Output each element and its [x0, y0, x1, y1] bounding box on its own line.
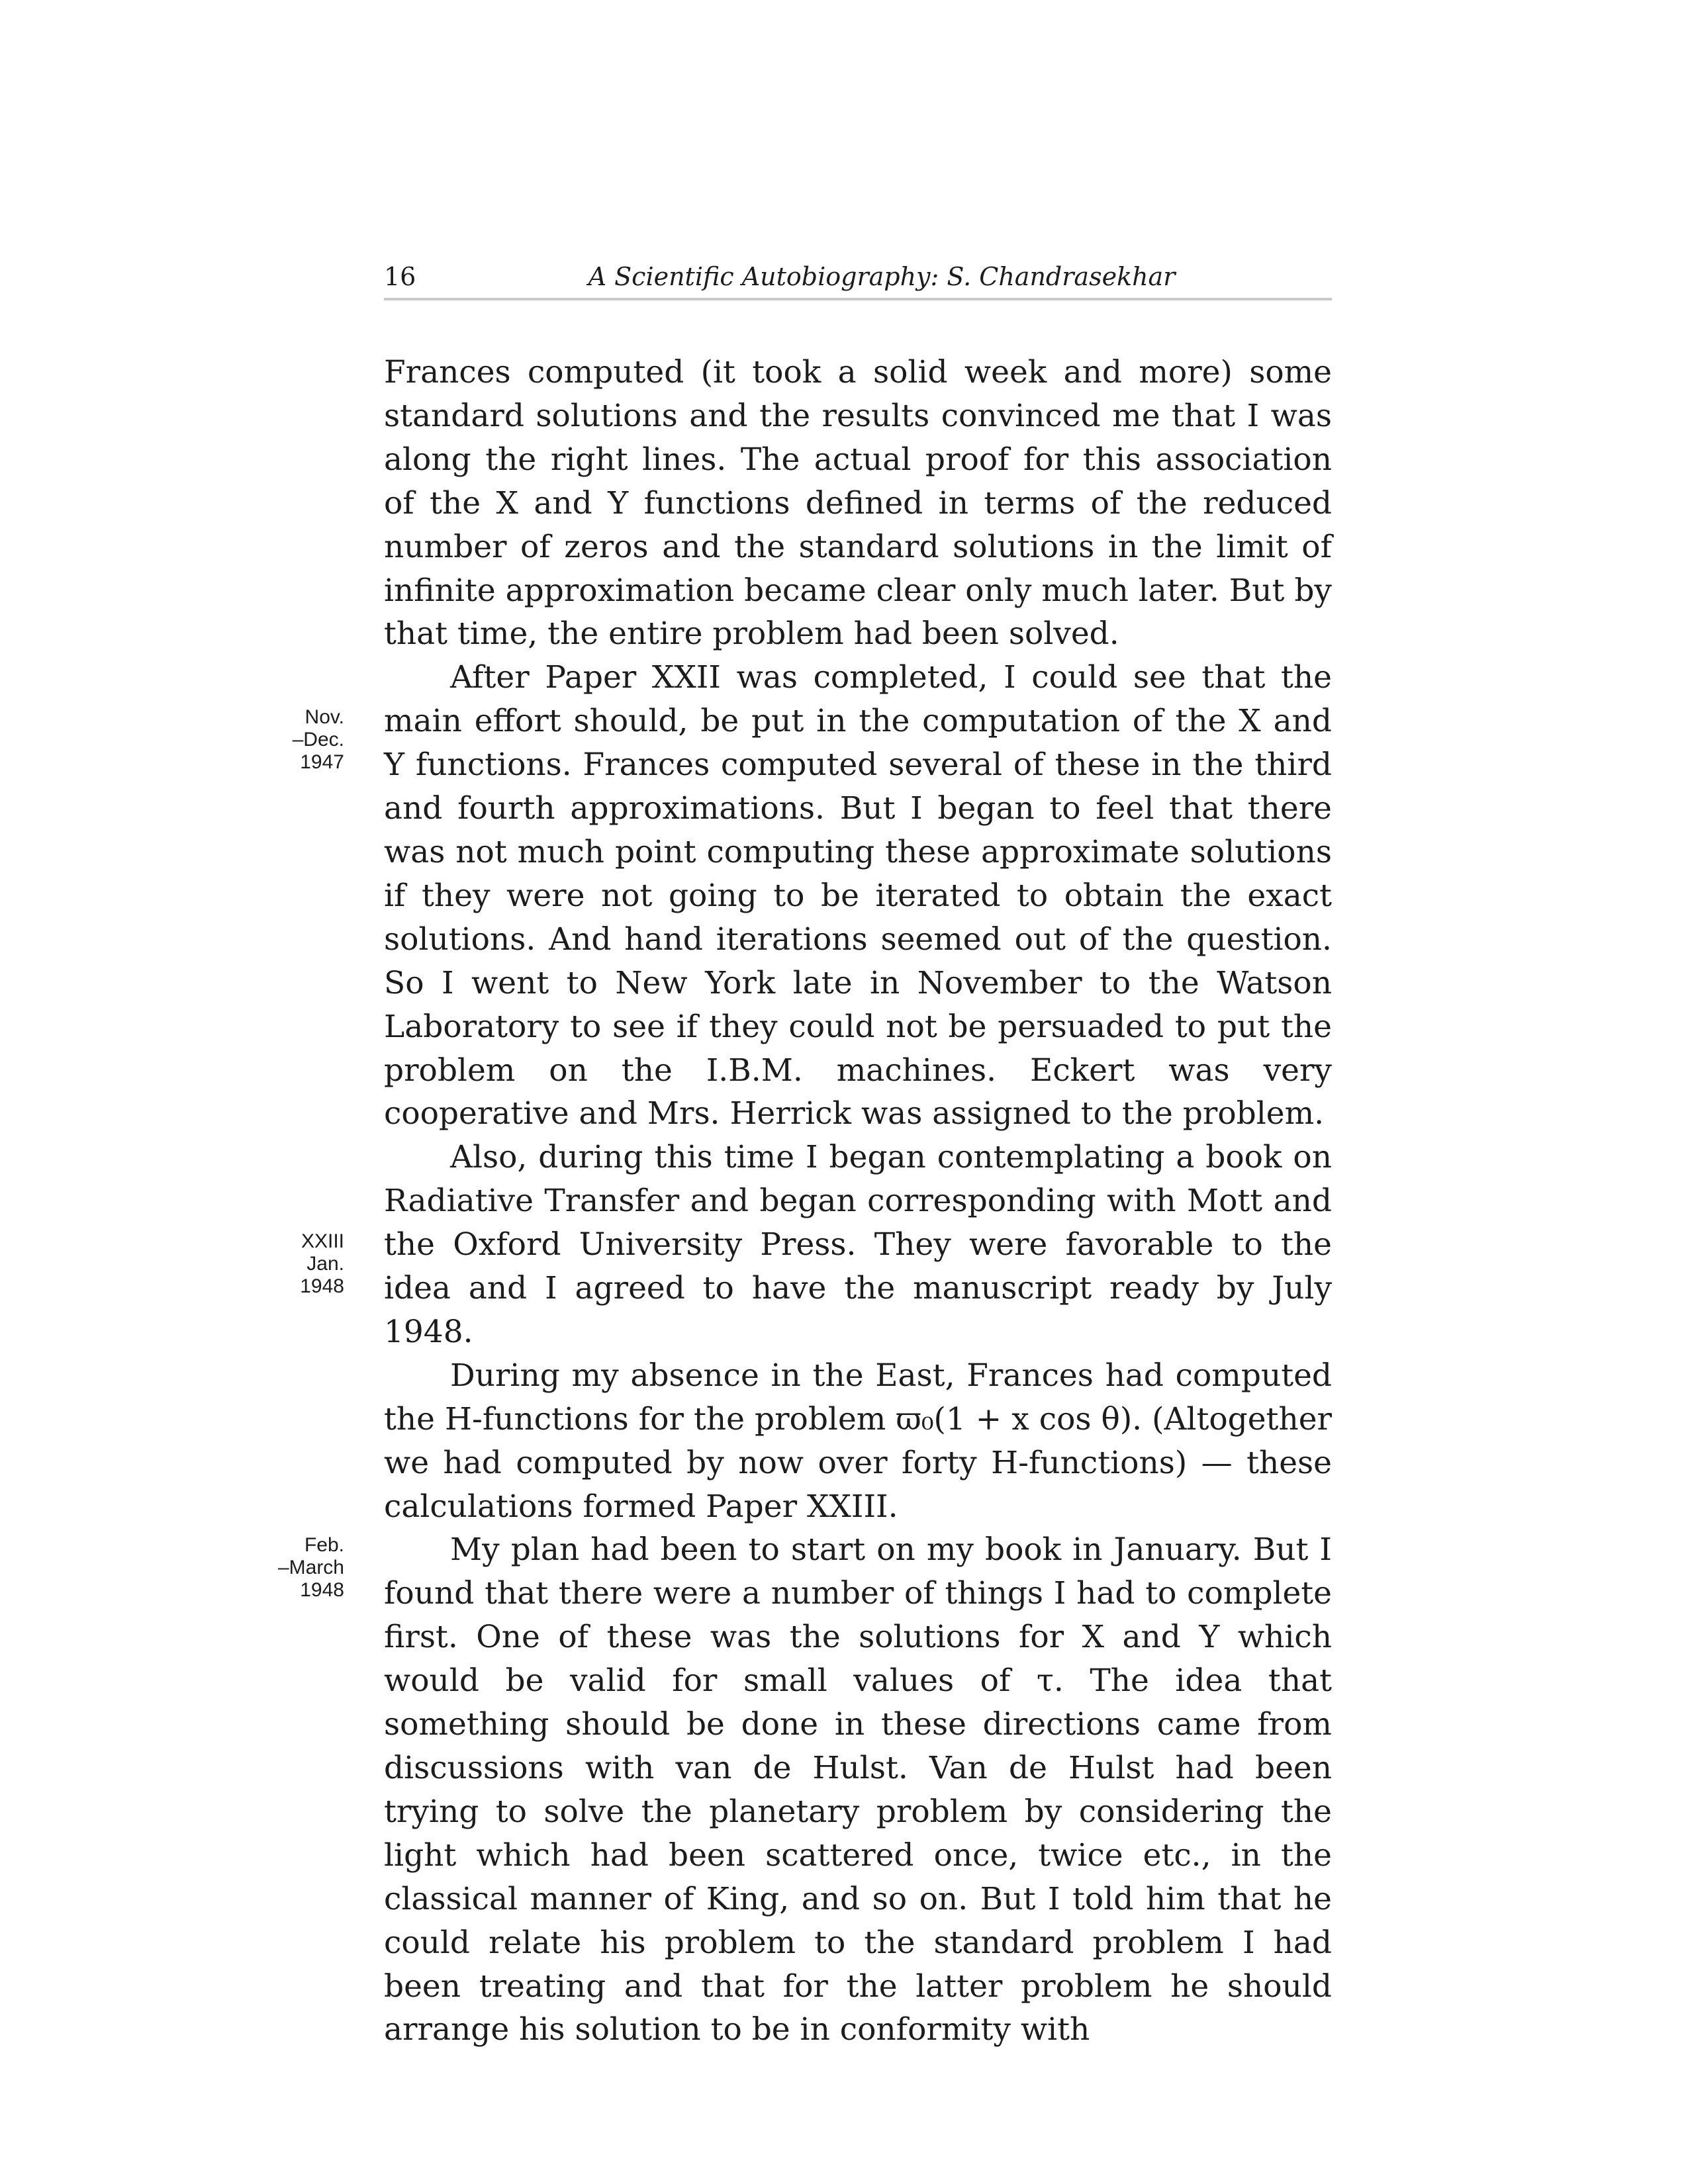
- margin-note-line: XXIII: [301, 1230, 344, 1252]
- margin-note-line: –March: [277, 1557, 344, 1578]
- paragraph-book-plan: My plan had been to start on my book in January. But I found that there were a number of things I had to complete first. One of these was the solutions for X and Y which would be valid for small values of τ. The idea that something should be done in these directions came from discussions with van de Hulst. Van de Hulst had been trying to solve the planetary problem by considering the light which had been scattered once, twice etc., in the classical manner of King, and so on. But I told him that he could relate his problem to the standard problem I had been treating and that for the latter problem he should arrange his solution to be in conformity with: [384, 1531, 1332, 2048]
- margin-note-line: Jan.: [306, 1253, 344, 1275]
- paragraph-paper-xxii: After Paper XXII was completed, I could see that the main effort should, be put in the computation of the X and Y functions. Frances computed several of these in the third and fourth approximations. But I began to feel that there was not much point computing these approximate solutions if they were not going to be iterated to obtain the exact solutions. And hand iterations seemed out of the question. So I went to New York late in November to the Watson Laboratory to see if they could not be persuaded to put the problem on the I.B.M. machines. Eckert was very cooperative and Mrs. Herrick was assigned to the problem.: [384, 659, 1332, 1132]
- margin-note-line: 1948: [300, 1275, 344, 1297]
- margin-note-line: 1948: [300, 1579, 344, 1601]
- margin-note-xxiii-jan-1948: [199, 1230, 344, 1298]
- margin-note-line: 1947: [300, 751, 344, 773]
- running-title: A Scientific Autobiography: S. Chandrasekhar: [588, 262, 1176, 291]
- margin-note-nov-dec-1947: [199, 706, 344, 774]
- page-number: 16: [384, 262, 416, 291]
- paragraph-paper-xxiii: During my absence in the East, Frances had computed the H-functions for the problem ϖ₀(1 + x cos θ). (Altogether we had computed by now over forty H-functions) — these calculations formed Paper XXIII.: [384, 1357, 1332, 1525]
- paragraph-radiative-transfer-book: Also, during this time I began contemplating a book on Radiative Transfer and began corresponding with Mott and the Oxford University Press. They were favorable to the idea and I agreed to have the manuscript ready by July 1948.: [384, 1139, 1332, 1350]
- body-text: [384, 351, 1332, 2052]
- margin-note-feb-march-1948: [199, 1534, 344, 1602]
- margin-note-line: –Dec.: [292, 729, 344, 751]
- margin-note-line: Feb.: [304, 1534, 344, 1556]
- margin-note-line: Nov.: [305, 706, 344, 728]
- paragraph-computations: Frances computed (it took a solid week and more) some standard solutions and the results convinced me that I was along the right lines. The actual proof for this association of the X and Y functions defined in terms of the reduced number of zeros and the standard solutions in the limit of infinite approximation became clear only much later. But by that time, the entire problem had been solved.: [384, 354, 1332, 653]
- running-header: [384, 259, 1332, 300]
